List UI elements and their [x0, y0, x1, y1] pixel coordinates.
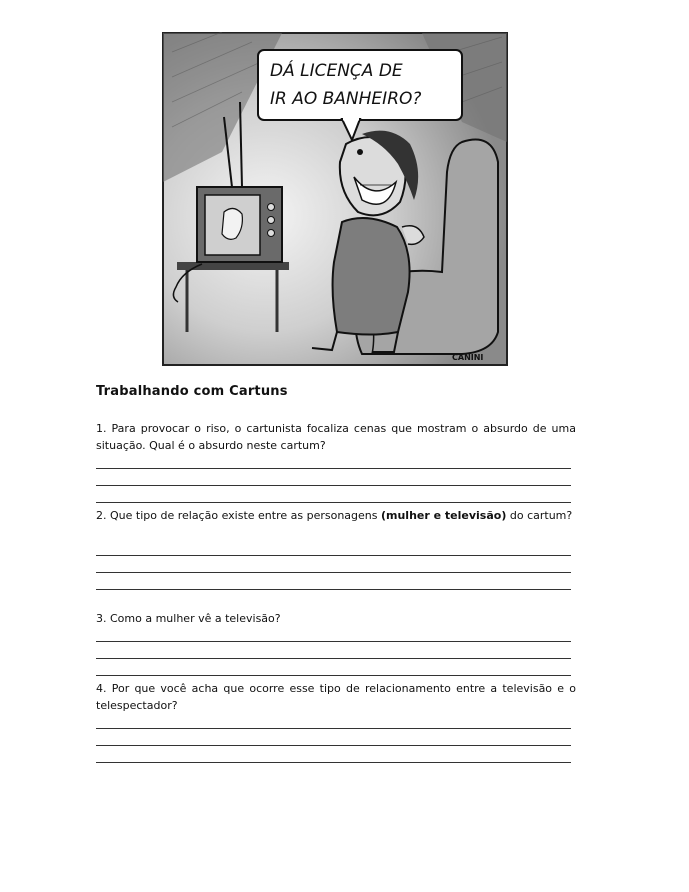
speech-text-line2: IR AO BANHEIRO? — [270, 89, 422, 109]
answer-line[interactable] — [96, 572, 571, 573]
question-2-tail: do cartum? — [506, 509, 573, 522]
tv-table — [177, 262, 289, 270]
answer-line[interactable] — [96, 555, 571, 556]
answer-line[interactable] — [96, 675, 571, 676]
question-3: 3. Como a mulher vê a televisão? — [96, 612, 281, 625]
answer-line[interactable] — [96, 745, 571, 746]
worksheet-title: Trabalhando com Cartuns — [96, 384, 288, 399]
answer-line[interactable] — [96, 641, 571, 642]
question-2-text: 2. Que tipo de relação existe entre as personagens — [96, 509, 381, 522]
answer-line[interactable] — [96, 502, 571, 503]
answer-line[interactable] — [96, 485, 571, 486]
question-1: 1. Para provocar o riso, o cartunista focaliza cenas que mostram o absurdo de uma situação. Qual é o absurdo neste cartum? — [96, 422, 576, 452]
cartoon-drawing — [162, 32, 508, 366]
answer-line[interactable] — [96, 762, 571, 763]
answer-line[interactable] — [96, 658, 571, 659]
answer-line[interactable] — [96, 589, 571, 590]
question-2-bold: (mulher e televisão) — [380, 509, 507, 522]
speech-text-line1: DÁ LICENÇA DE — [270, 61, 403, 81]
question-2 — [96, 507, 576, 524]
woman-body — [333, 218, 410, 335]
answer-line[interactable] — [96, 728, 571, 729]
cartoon-illustration — [162, 32, 508, 366]
question-4: 4. Por que você acha que ocorre esse tipo de relacionamento entre a televisão e o telespectador? — [96, 682, 576, 712]
answer-line[interactable] — [96, 468, 571, 469]
cartoon-signature: CANINI — [452, 353, 484, 362]
